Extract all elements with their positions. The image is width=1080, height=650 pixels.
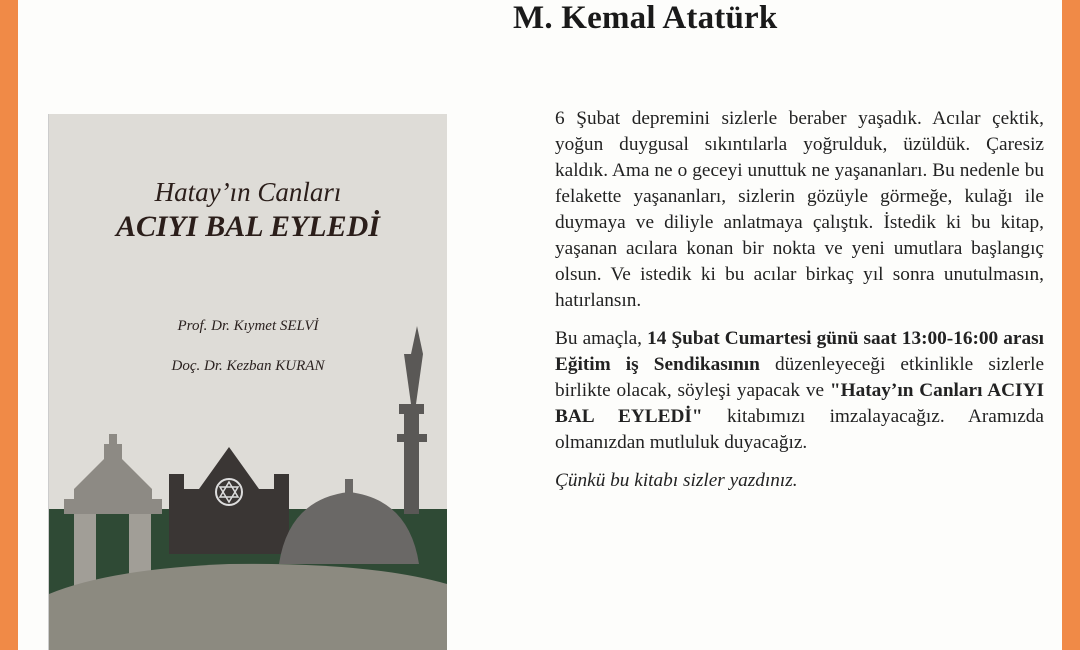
event-intro: Bu amaçla, (555, 328, 642, 349)
announcement-text (555, 106, 1044, 506)
synagogue-silhouette (169, 447, 289, 554)
cover-author-2: Doç. Dr. Kezban KURAN (171, 358, 325, 374)
quote-signature: M. Kemal Atatürk (513, 0, 778, 36)
event-date-time: 14 Şubat Cumartesi günü saat 13:00-16:00 arası Eğitim iş Sendikasının (555, 328, 1044, 375)
event-middle: düzenleyeceği etkinlikle sizlerle birlikte olacak, söyleşi yapacak ve (555, 354, 1045, 401)
closing-line: Çünkü bu kitabı sizler yazdınız. (555, 470, 798, 491)
event-book-title: "Hatay’ın Canları ACIYI BAL EYLEDİ" (555, 380, 1044, 427)
mosque-dome (279, 492, 419, 564)
book-cover-image (48, 114, 447, 650)
paragraph-event (555, 326, 1044, 456)
church-silhouette (64, 434, 162, 514)
poster-page (18, 0, 1062, 650)
event-end: kitabımızı imzalayacağız. Aramızda olmanızdan mutluluk duyacağız. (555, 406, 1044, 453)
paragraph-intro: 6 Şubat depremini sizlerle beraber yaşadık. Acılar çektik, yoğun duygusal sıkıntılarla yoğrulduk, üzüldük. Çaresiz kaldık. Ama ne o geceyi unuttuk ne yaşananları. Bu nedenle bu felakette yaşananları, sizlerin gözüyle görmeğe, kulağı ile duymaya ve diliyle anlatmaya çalıştık. İstedik ki bu kitap, yaşanan acılara konan bir nokta ve yeni umutlara başlangıç olsun. Ve istedik ki bu acılar birkaç yıl sonra unutulmasın, hatırlansın. (555, 108, 1044, 311)
minaret (404, 414, 419, 514)
cover-title-line2: ACIYI BAL EYLEDİ (116, 210, 380, 243)
cover-title-line1: Hatay’ın Canları (154, 177, 342, 207)
cover-author-1: Prof. Dr. Kıymet SELVİ (177, 318, 319, 334)
